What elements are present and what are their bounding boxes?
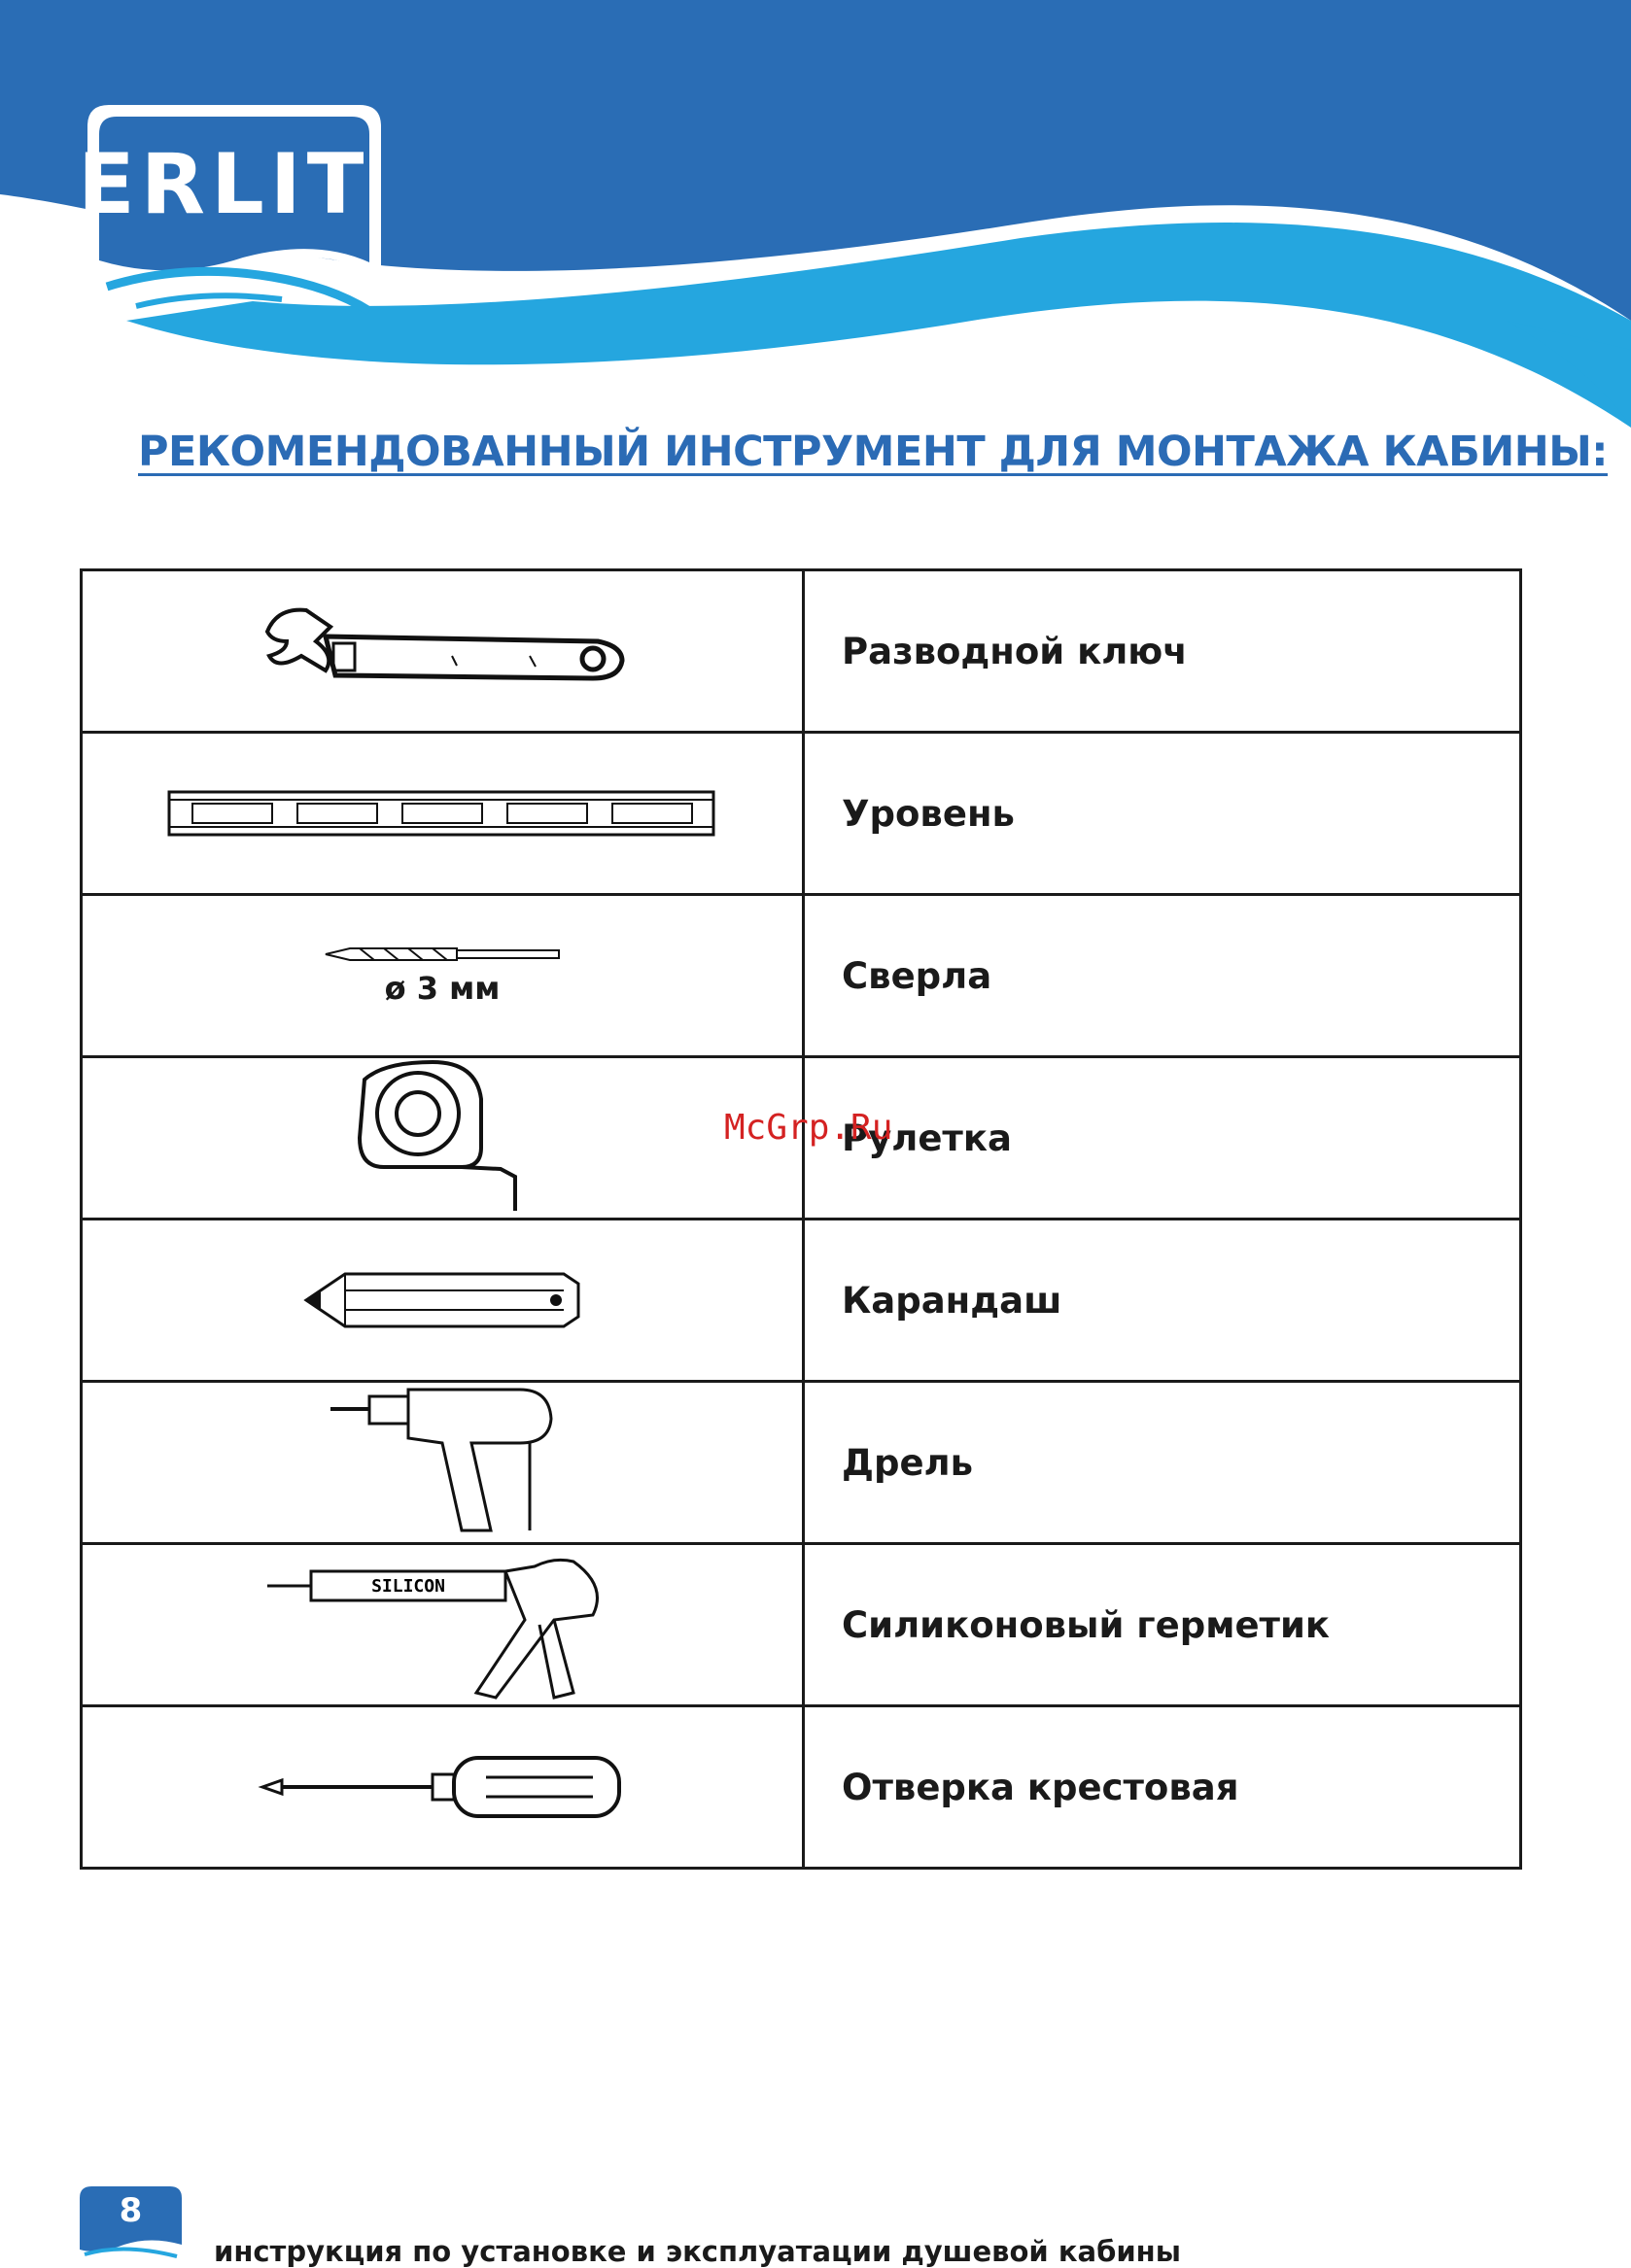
power-drill-icon <box>326 1385 559 1540</box>
tool-image-cell <box>82 570 804 733</box>
tool-image-cell <box>82 1382 804 1544</box>
tool-image-cell <box>82 1706 804 1869</box>
table-row <box>82 1382 1521 1544</box>
silicon-tube-label: SILICON <box>371 1576 445 1597</box>
table-row <box>82 733 1521 895</box>
tool-name: Дрель <box>804 1382 1521 1544</box>
table-row <box>82 570 1521 733</box>
tools-table <box>80 568 1522 1870</box>
page-title: РЕКОМЕНДОВАННЫЙ ИНСТРУМЕНТ ДЛЯ МОНТАЖА КАБИНЫ: <box>138 428 1608 476</box>
watermark: McGrp.Ru <box>724 1108 893 1148</box>
table-row <box>82 1220 1521 1382</box>
tool-image-cell <box>82 1544 804 1706</box>
tape-measure-icon <box>345 1060 539 1216</box>
caulking-gun-icon <box>262 1547 622 1702</box>
adjustable-wrench-icon <box>258 602 627 700</box>
spirit-level-icon <box>165 784 719 842</box>
tool-image-cell <box>82 895 804 1057</box>
table-row <box>82 1706 1521 1869</box>
tool-name: Силиконовый герметик <box>804 1544 1521 1706</box>
tool-image-cell <box>82 1057 804 1220</box>
tool-name: Отверка крестовая <box>804 1706 1521 1869</box>
drill-bit-caption: ø 3 мм <box>384 970 501 1007</box>
tool-image-cell <box>82 1220 804 1382</box>
page-number: 8 <box>119 2191 143 2230</box>
tool-name: Рулетка <box>804 1057 1521 1220</box>
logo-text: ERLIT <box>78 136 370 233</box>
table-row <box>82 895 1521 1057</box>
tool-name: Сверла <box>804 895 1521 1057</box>
tool-name: Карандаш <box>804 1220 1521 1382</box>
tool-name: Уровень <box>804 733 1521 895</box>
phillips-screwdriver-icon <box>258 1753 627 1821</box>
tool-name: Разводной ключ <box>804 570 1521 733</box>
pencil-icon <box>301 1266 583 1334</box>
table-row <box>82 1544 1521 1706</box>
drill-bit-icon <box>321 945 564 964</box>
footer-text: инструкция по установке и эксплуатации душевой кабины <box>214 2235 1181 2268</box>
tool-image-cell <box>82 733 804 895</box>
